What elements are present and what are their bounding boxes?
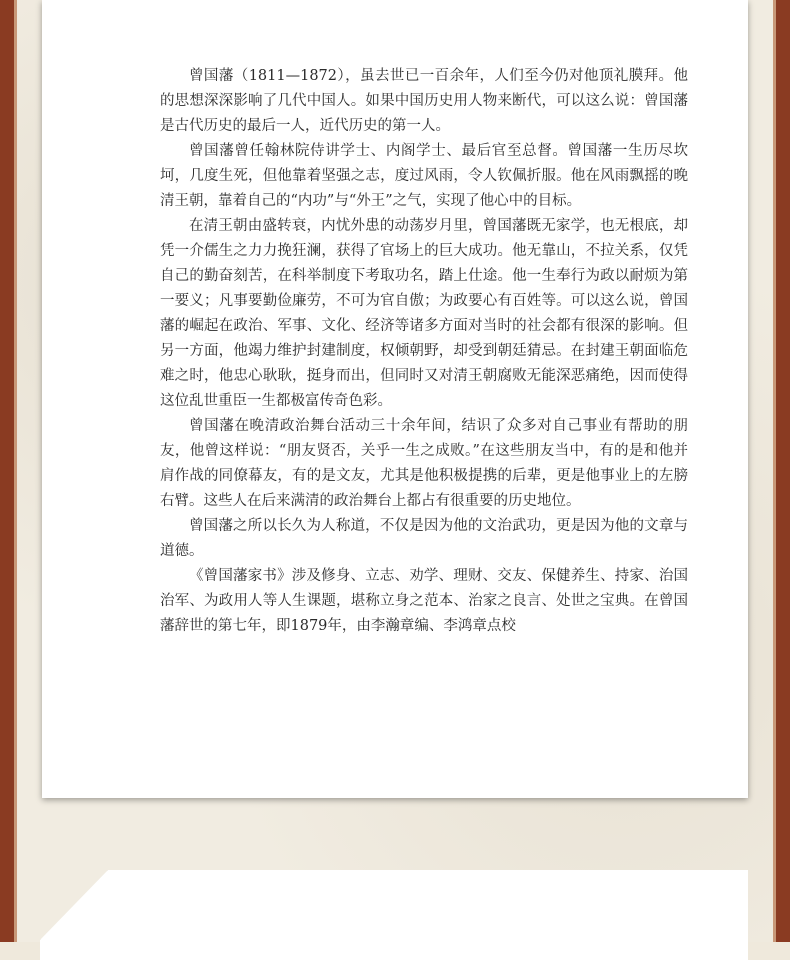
paragraph-2: 曾国藩曾任翰林院侍讲学士、内阁学士、最后官至总督。曾国藩一生历尽坎坷，几度生死，但他靠着坚强之志，度过风雨，令人钦佩折服。他在风雨飘摇的晚清王朝，靠着自己的“内功”与“外王”之气，实现了他心中的目标。 (160, 143, 688, 209)
paragraph-5: 曾国藩之所以长久为人称道，不仅是因为他的文治武功，更是因为他的文章与道德。 (160, 518, 688, 559)
left-border (0, 0, 14, 942)
left-border-inner (14, 0, 17, 942)
paragraph-6: 《曾国藩家书》涉及修身、立志、劝学、理财、交友、保健养生、持家、治国治军、为政用人等人生课题，堪称立身之范本、治家之良言、处世之宝典。在曾国藩辞世的第七年，即1879年，由李瀚章编、李鸿章点校 (160, 568, 688, 634)
page-text (160, 64, 688, 639)
book-page (42, 0, 748, 798)
paragraph-4: 曾国藩在晚清政治舞台活动三十余年间，结识了众多对自己事业有帮助的朋友，他曾这样说：“朋友贤否，关乎一生之成败。”在这些朋友当中，有的是和他并肩作战的同僚幕友，有的是文友，尤其是他积极提携的后辈，更是他事业上的左膀右臂。这些人在后来满清的政治舞台上都占有很重要的历史地位。 (160, 418, 688, 509)
next-page-corner (40, 870, 748, 960)
paragraph-1: 曾国藩（1811—1872），虽去世已一百余年，人们至今仍对他顶礼膜拜。他的思想深深影响了几代中国人。如果中国历史用人物来断代，可以这么说：曾国藩是古代历史的最后一人，近代历史的第一人。 (160, 68, 688, 134)
right-border (776, 0, 790, 942)
right-border-inner (773, 0, 776, 942)
paragraph-3: 在清王朝由盛转衰，内忧外患的动荡岁月里，曾国藩既无家学，也无根底，却凭一介儒生之力力挽狂澜，获得了官场上的巨大成功。他无靠山，不拉关系，仅凭自己的勤奋刻苦，在科举制度下考取功名，踏上仕途。他一生奉行为政以耐烦为第一要义；凡事要勤俭廉劳，不可为官自傲；为政要心有百姓等。可以这么说，曾国藩的崛起在政治、军事、文化、经济等诸多方面对当时的社会都有很深的影响。但另一方面，他竭力维护封建制度，权倾朝野，却受到朝廷猜忌。在封建王朝面临危难之时，他忠心耿耿，挺身而出，但同时又对清王朝腐败无能深恶痛绝，因而使得这位乱世重臣一生都极富传奇色彩。 (160, 218, 688, 409)
